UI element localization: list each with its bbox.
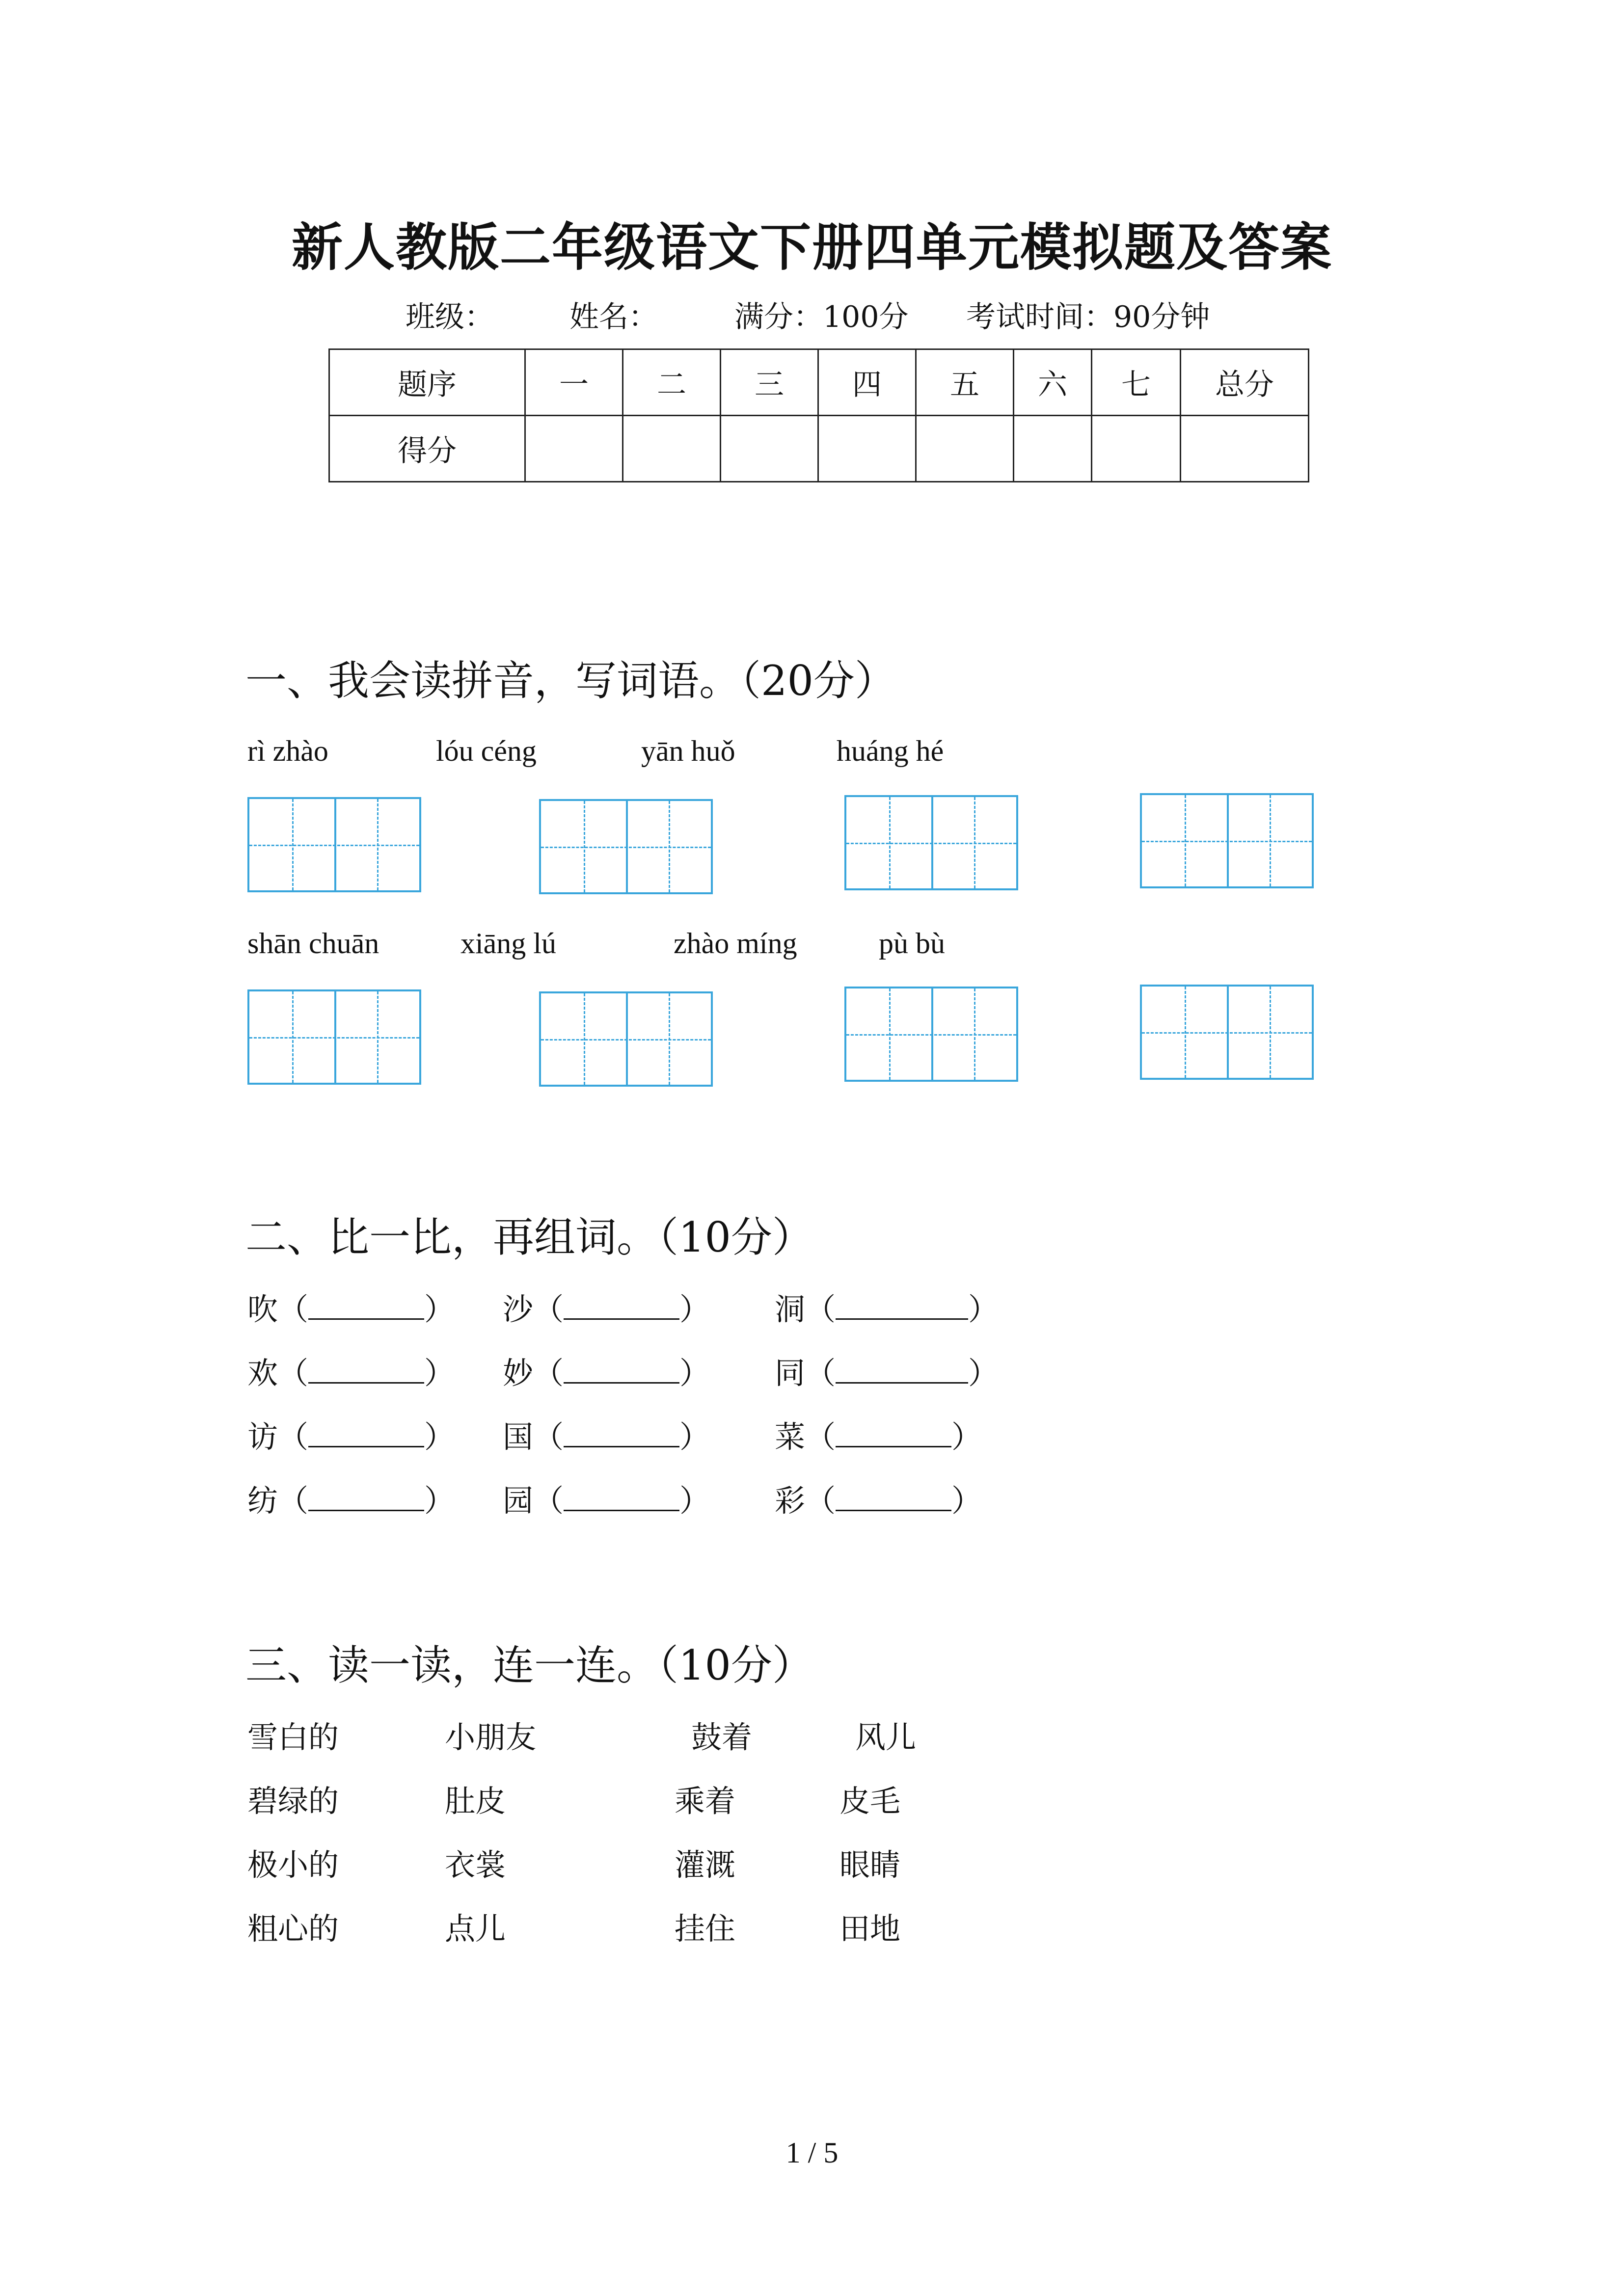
header-cell: 题序 [329,349,525,416]
header-cell: 七 [1092,349,1181,416]
word-item [247,1349,455,1392]
answer-blank[interactable] [564,1293,679,1320]
full-score-label: 满分：100分 [734,300,909,334]
open-paren: （ [278,1355,309,1391]
word-char: 沙 [503,1291,534,1327]
match-word[interactable]: 衣裳 [445,1847,506,1883]
word-char: 园 [503,1483,534,1519]
match-word[interactable]: 挂住 [675,1911,736,1947]
writing-grid[interactable] [247,989,421,1085]
open-paren: （ [805,1419,836,1455]
word-item [775,1349,999,1392]
open-paren: （ [805,1355,836,1391]
answer-blank[interactable] [836,1484,951,1511]
match-word[interactable]: 小朋友 [445,1719,537,1755]
match-word[interactable]: 肚皮 [445,1783,506,1819]
writing-grid[interactable] [1140,985,1314,1080]
pinyin-label: shān chuān [247,927,379,960]
open-paren: （ [805,1483,836,1519]
word-char: 访 [247,1419,278,1455]
answer-blank[interactable] [836,1293,968,1320]
close-paren: ） [679,1483,710,1519]
answer-blank[interactable] [308,1293,424,1320]
open-paren: （ [805,1291,836,1327]
pinyin-label: pù bù [879,927,945,960]
pinyin-label: yān huǒ [641,735,735,767]
word-char: 国 [503,1419,534,1455]
open-paren: （ [533,1291,564,1327]
word-char: 纺 [247,1483,278,1519]
writing-grid[interactable] [1140,793,1314,888]
match-word[interactable]: 粗心的 [247,1911,339,1947]
word-char: 吹 [247,1291,278,1327]
header-cell: 二 [623,349,721,416]
section1-heading: 一、我会读拼音，写词语。（20分） [245,657,896,705]
word-item [503,1476,710,1520]
word-char: 同 [775,1355,806,1391]
word-item [775,1476,982,1520]
writing-grid[interactable] [539,799,713,894]
open-paren: （ [533,1483,564,1519]
match-word[interactable]: 皮毛 [839,1783,901,1819]
open-paren: （ [278,1291,309,1327]
score-cell[interactable] [525,416,623,482]
answer-blank[interactable] [564,1484,679,1511]
writing-grid[interactable] [539,991,713,1087]
word-item [247,1413,455,1456]
match-word[interactable]: 点儿 [445,1911,506,1947]
close-paren: ） [424,1483,455,1519]
score-cell[interactable] [1092,416,1181,482]
section3-heading: 三、读一读，连一连。（10分） [245,1641,813,1689]
match-word[interactable]: 田地 [839,1911,901,1947]
open-paren: （ [533,1419,564,1455]
score-cell[interactable] [1014,416,1092,482]
score-table [328,348,1309,482]
answer-blank[interactable] [308,1420,424,1447]
word-item [775,1285,999,1329]
score-cell[interactable] [916,416,1014,482]
header-cell: 六 [1014,349,1092,416]
close-paren: ） [424,1355,455,1391]
pinyin-label: lóu céng [436,735,537,767]
word-item [247,1285,455,1329]
page-number: 1 / 5 [785,2136,839,2169]
match-word[interactable]: 眼睛 [839,1847,901,1883]
close-paren: ） [679,1355,710,1391]
score-cell[interactable] [818,416,916,482]
word-char: 菜 [775,1419,806,1455]
close-paren: ） [679,1419,710,1455]
header-cell: 四 [818,349,916,416]
match-word[interactable]: 鼓着 [691,1719,753,1755]
writing-grid[interactable] [844,795,1018,890]
open-paren: （ [278,1483,309,1519]
match-word[interactable]: 风儿 [855,1719,917,1755]
close-paren: ） [424,1291,455,1327]
pinyin-label: zhào míng [674,927,797,960]
close-paren: ） [951,1419,982,1455]
score-table-header-row [329,349,1309,416]
answer-blank[interactable] [564,1357,679,1384]
writing-grid[interactable] [844,987,1018,1082]
header-cell: 三 [721,349,818,416]
score-table-score-row [329,416,1309,482]
page-title: 新人教版二年级语文下册四单元模拟题及答案 [291,217,1332,277]
writing-grid[interactable] [247,797,421,892]
word-item [775,1413,982,1456]
close-paren: ） [968,1291,999,1327]
close-paren: ） [679,1291,710,1327]
word-item [503,1349,710,1392]
word-char: 妙 [503,1355,534,1391]
word-item [503,1413,710,1456]
exam-time-label: 考试时间：90分钟 [966,300,1210,334]
match-word[interactable]: 碧绿的 [247,1783,339,1819]
pinyin-label: rì zhào [247,735,328,767]
word-char: 彩 [775,1483,806,1519]
word-item [503,1285,710,1329]
header-cell: 五 [916,349,1014,416]
header-cell: 一 [525,349,623,416]
section2-heading: 二、比一比，再组词。（10分） [245,1213,813,1261]
close-paren: ） [968,1355,999,1391]
open-paren: （ [533,1355,564,1391]
close-paren: ） [951,1483,982,1519]
name-label: 姓名： [569,300,658,334]
score-cell[interactable] [1181,416,1309,482]
header-cell: 总分 [1181,349,1309,416]
open-paren: （ [278,1419,309,1455]
match-word[interactable]: 灌溉 [675,1847,736,1883]
pinyin-label: huáng hé [837,735,944,767]
answer-blank[interactable] [836,1357,968,1384]
word-char: 欢 [247,1355,278,1391]
pinyin-label: xiāng lú [460,927,556,960]
word-char: 洞 [775,1291,806,1327]
word-item [247,1476,455,1520]
answer-blank[interactable] [564,1420,679,1447]
close-paren: ） [424,1419,455,1455]
match-word[interactable]: 雪白的 [247,1719,339,1755]
score-cell[interactable] [623,416,721,482]
match-word[interactable]: 乘着 [675,1783,736,1819]
score-row-label: 得分 [329,416,525,482]
answer-blank[interactable] [308,1484,424,1511]
answer-blank[interactable] [836,1420,951,1447]
match-word[interactable]: 极小的 [247,1847,339,1883]
class-label: 班级： [406,300,494,334]
answer-blank[interactable] [308,1357,424,1384]
score-cell[interactable] [721,416,818,482]
